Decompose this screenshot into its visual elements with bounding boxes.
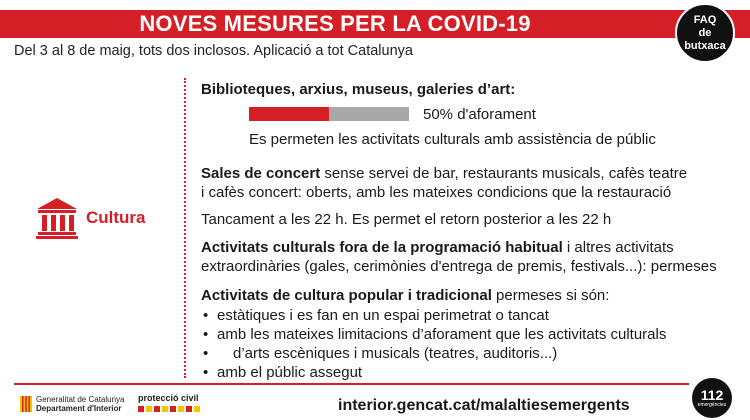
footer-url-link[interactable]: interior.gencat.cat/malaltiesemergents [338, 397, 630, 414]
sales-text-2: i cafès concert: oberts, amb les mateixes condicions que la restauració [201, 184, 672, 201]
proteccio-civil-strip [138, 406, 200, 412]
sales-block [201, 164, 741, 202]
gencat-logo [20, 395, 125, 413]
museum-icon [34, 195, 80, 241]
emergency-label: emergències [697, 402, 727, 408]
activitats-text-1: i altres activitats [562, 239, 674, 256]
tancament-text: Tancament a les 22 h. Es permet el retorn posterior a les 22 h [201, 211, 612, 228]
page-subtitle: Del 3 al 8 de maig, tots dos inclosos. Aplicació a tot Catalunya [14, 43, 413, 59]
section-label: Cultura [86, 208, 146, 227]
biblioteques-block [201, 80, 741, 148]
activitats-bold: Activitats culturals fora de la programació habitual [201, 239, 563, 256]
activitats-block [201, 238, 741, 276]
header-banner [0, 10, 750, 38]
proteccio-civil-logo [138, 393, 200, 412]
capacity-label: 50% d'aforament [423, 106, 536, 123]
sales-text-1: sense servei de bar, restaurants musicals, cafès teatre [320, 165, 688, 182]
faq-badge-line1: FAQ [693, 13, 717, 26]
sales-bold: Sales de concert [201, 165, 321, 182]
popular-text: permeses si són: [491, 287, 610, 304]
gencat-line1: Generalitat de Catalunya [36, 395, 125, 404]
list-item-continuation: • d’arts escèniques i musicals (teatres, auditoris...) [201, 344, 741, 363]
emergency-number: 112 [700, 387, 724, 403]
page-title: NOVES MESURES PER LA COVID-19 [139, 11, 531, 36]
gencat-flag-icon [20, 396, 32, 412]
faq-badge-line3: butxaca [684, 39, 726, 52]
popular-block [201, 286, 741, 382]
popular-list [201, 306, 741, 382]
activitats-text-2: extraordinàries (gales, cerimònies d'entrega de premis, festivals...): permeses [201, 258, 717, 275]
popular-bold: Activitats de cultura popular i tradicional [201, 287, 492, 304]
section-cultura [34, 195, 146, 241]
faq-badge-line2: de [698, 26, 712, 39]
footer-divider [14, 383, 689, 385]
list-item: • estàtiques i es fan en un espai perimetrat o tancat [201, 306, 741, 325]
capacity-bar-fill [249, 107, 329, 121]
biblioteques-note: Es permeten les activitats culturals amb assistència de públic [249, 131, 656, 148]
proteccio-civil-label: protecció civil [138, 393, 199, 403]
gencat-line2: Departament d'Interior [36, 404, 122, 413]
section-divider [184, 78, 186, 378]
biblioteques-title: Biblioteques, arxius, museus, galeries d’art: [201, 81, 516, 98]
list-item: • amb les mateixes limitacions d’aforament que les activitats culturals [201, 325, 741, 344]
capacity-bar [249, 107, 409, 121]
faq-badge [675, 3, 735, 63]
emergency-112-badge [692, 378, 732, 418]
list-item: • amb el públic assegut [201, 363, 741, 382]
